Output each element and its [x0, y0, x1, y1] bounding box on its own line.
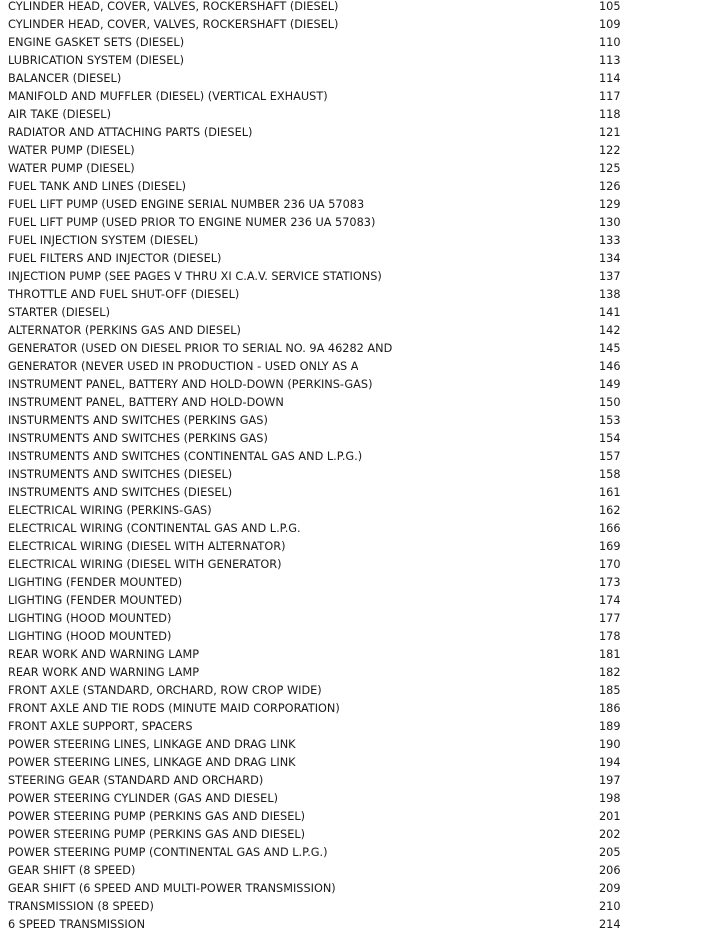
toc-entry-title: LIGHTING (HOOD MOUNTED) — [8, 612, 172, 625]
toc-entry-title: POWER STEERING CYLINDER (GAS AND DIESEL) — [8, 792, 279, 805]
toc-entry-title: FUEL FILTERS AND INJECTOR (DIESEL) — [8, 252, 222, 265]
toc-entry-title: REAR WORK AND WARNING LAMP — [8, 666, 200, 679]
toc-entry-title: STARTER (DIESEL) — [8, 306, 111, 319]
toc-entry-page-number: 109 — [599, 18, 621, 31]
toc-entry-title: AIR TAKE (DIESEL) — [8, 108, 111, 121]
toc-entry-page-number: 141 — [599, 306, 621, 319]
toc-entry-page-number: 113 — [599, 54, 621, 67]
toc-entry-title: REAR WORK AND WARNING LAMP — [8, 648, 200, 661]
toc-entry-page-number: 154 — [599, 432, 621, 445]
toc-entry-page-number: 161 — [599, 486, 621, 499]
toc-entry-page-number: 209 — [599, 882, 621, 895]
toc-entry-title: ENGINE GASKET SETS (DIESEL) — [8, 36, 185, 49]
toc-entry-page-number: 133 — [599, 234, 621, 247]
toc-entry-page-number: 105 — [599, 0, 621, 13]
toc-entry-page-number: 162 — [599, 504, 621, 517]
toc-entry-page-number: 153 — [599, 414, 621, 427]
toc-entry-title: INSTRUMENT PANEL, BATTERY AND HOLD-DOWN (PERKINS-GAS) — [8, 378, 373, 391]
toc-entry-page-number: 202 — [599, 828, 621, 841]
toc-entry-title: FRONT AXLE SUPPORT, SPACERS — [8, 720, 193, 733]
toc-entry-page-number: 142 — [599, 324, 621, 337]
toc-entry-page-number: 194 — [599, 756, 621, 769]
toc-entry-page-number: 150 — [599, 396, 621, 409]
toc-entry-title: POWER STEERING LINES, LINKAGE AND DRAG LINK — [8, 756, 296, 769]
toc-entry-title: ELECTRICAL WIRING (DIESEL WITH ALTERNATOR) — [8, 540, 286, 553]
toc-entry-page-number: 206 — [599, 864, 621, 877]
toc-entry-page-number: 114 — [599, 72, 621, 85]
toc-entry-title: INSTRUMENTS AND SWITCHES (DIESEL) — [8, 468, 233, 481]
toc-entry-title: POWER STEERING LINES, LINKAGE AND DRAG LINK — [8, 738, 296, 751]
toc-entry-title: INJECTION PUMP (SEE PAGES V THRU XI C.A.V. SERVICE STATIONS) — [8, 270, 382, 283]
toc-entry-title: INSTRUMENTS AND SWITCHES (CONTINENTAL GAS AND L.P.G.) — [8, 450, 363, 463]
toc-entry-page-number: 134 — [599, 252, 621, 265]
toc-entry-title: GEAR SHIFT (6 SPEED AND MULTI-POWER TRANSMISSION) — [8, 882, 336, 895]
toc-entry-page-number: 170 — [599, 558, 621, 571]
toc-entry-page-number: 174 — [599, 594, 621, 607]
toc-entry-title: THROTTLE AND FUEL SHUT-OFF (DIESEL) — [8, 288, 240, 301]
toc-entry-title: ELECTRICAL WIRING (CONTINENTAL GAS AND L.P.G. — [8, 522, 301, 535]
toc-entry-title: INSTRUMENT PANEL, BATTERY AND HOLD-DOWN — [8, 396, 284, 409]
toc-entry-title: INSTRUMENTS AND SWITCHES (DIESEL) — [8, 486, 233, 499]
toc-entry-page-number: 177 — [599, 612, 621, 625]
toc-entry-page-number: 198 — [599, 792, 621, 805]
toc-entry-title: RADIATOR AND ATTACHING PARTS (DIESEL) — [8, 126, 253, 139]
toc-entry-title: FUEL TANK AND LINES (DIESEL) — [8, 180, 187, 193]
toc-entry-title: POWER STEERING PUMP (PERKINS GAS AND DIESEL) — [8, 828, 306, 841]
toc-entry-title: ELECTRICAL WIRING (DIESEL WITH GENERATOR) — [8, 558, 282, 571]
toc-entry-page-number: 186 — [599, 702, 621, 715]
toc-entry-title: FUEL INJECTION SYSTEM (DIESEL) — [8, 234, 199, 247]
toc-entry-title: GENERATOR (NEVER USED IN PRODUCTION - USED ONLY AS A — [8, 360, 359, 373]
toc-entry-title: WATER PUMP (DIESEL) — [8, 162, 135, 175]
toc-entry-page-number: 169 — [599, 540, 621, 553]
toc-entry-page-number: 166 — [599, 522, 621, 535]
toc-entry-page-number: 122 — [599, 144, 621, 157]
toc-entry-title: MANIFOLD AND MUFFLER (DIESEL) (VERTICAL EXHAUST) — [8, 90, 328, 103]
toc-entry-page-number: 130 — [599, 216, 621, 229]
toc-entry-title: ELECTRICAL WIRING (PERKINS-GAS) — [8, 504, 212, 517]
toc-entry-page-number: 149 — [599, 378, 621, 391]
toc-entry-page-number: 125 — [599, 162, 621, 175]
toc-entry-page-number: 190 — [599, 738, 621, 751]
toc-entry-title: STEERING GEAR (STANDARD AND ORCHARD) — [8, 774, 264, 787]
toc-entry-page-number: 110 — [599, 36, 621, 49]
toc-entry-page-number: 129 — [599, 198, 621, 211]
toc-entry-page-number: 117 — [599, 90, 621, 103]
toc-entry-title: FRONT AXLE AND TIE RODS (MINUTE MAID CORPORATION) — [8, 702, 340, 715]
toc-entry-title: POWER STEERING PUMP (CONTINENTAL GAS AND L.P.G.) — [8, 846, 328, 859]
toc-entry-title: BALANCER (DIESEL) — [8, 72, 122, 85]
toc-entry-page-number: 137 — [599, 270, 621, 283]
toc-entry-title: CYLINDER HEAD, COVER, VALVES, ROCKERSHAFT (DIESEL) — [8, 18, 339, 31]
toc-entry-page-number: 182 — [599, 666, 621, 679]
toc-entry-title: FRONT AXLE (STANDARD, ORCHARD, ROW CROP WIDE) — [8, 684, 322, 697]
toc-entry-page-number: 157 — [599, 450, 621, 463]
toc-entry-title: FUEL LIFT PUMP (USED ENGINE SERIAL NUMBER 236 UA 57083 — [8, 198, 365, 211]
toc-entry-title: WATER PUMP (DIESEL) — [8, 144, 135, 157]
toc-entry-page-number: 145 — [599, 342, 621, 355]
toc-row — [0, 918, 721, 936]
toc-entry-title: INSTURMENTS AND SWITCHES (PERKINS GAS) — [8, 414, 268, 427]
toc-entry-page-number: 138 — [599, 288, 621, 301]
toc-entry-page-number: 118 — [599, 108, 621, 121]
toc-entry-page-number: 185 — [599, 684, 621, 697]
toc-entry-title: 6 SPEED TRANSMISSION — [8, 918, 146, 931]
toc-entry-page-number: 210 — [599, 900, 621, 913]
toc-entry-title: FUEL LIFT PUMP (USED PRIOR TO ENGINE NUMER 236 UA 57083) — [8, 216, 376, 229]
toc-entry-title: LIGHTING (HOOD MOUNTED) — [8, 630, 172, 643]
toc-entry-page-number: 197 — [599, 774, 621, 787]
toc-entry-title: GENERATOR (USED ON DIESEL PRIOR TO SERIAL NO. 9A 46282 AND — [8, 342, 393, 355]
toc-entry-page-number: 205 — [599, 846, 621, 859]
toc-entry-title: CYLINDER HEAD, COVER, VALVES, ROCKERSHAFT (DIESEL) — [8, 0, 339, 13]
toc-entry-title: ALTERNATOR (PERKINS GAS AND DIESEL) — [8, 324, 241, 337]
toc-entry-page-number: 126 — [599, 180, 621, 193]
toc-entry-page-number: 173 — [599, 576, 621, 589]
toc-entry-page-number: 201 — [599, 810, 621, 823]
toc-entry-page-number: 189 — [599, 720, 621, 733]
toc-entry-title: GEAR SHIFT (8 SPEED) — [8, 864, 136, 877]
toc-entry-page-number: 181 — [599, 648, 621, 661]
toc-entry-page-number: 121 — [599, 126, 621, 139]
toc-entry-title: LIGHTING (FENDER MOUNTED) — [8, 576, 183, 589]
toc-entry-title: LUBRICATION SYSTEM (DIESEL) — [8, 54, 185, 67]
toc-entry-page-number: 146 — [599, 360, 621, 373]
toc-entry-title: POWER STEERING PUMP (PERKINS GAS AND DIESEL) — [8, 810, 306, 823]
toc-entry-title: INSTRUMENTS AND SWITCHES (PERKINS GAS) — [8, 432, 268, 445]
toc-entry-title: LIGHTING (FENDER MOUNTED) — [8, 594, 183, 607]
toc-entry-page-number: 178 — [599, 630, 621, 643]
toc-entry-title: TRANSMISSION (8 SPEED) — [8, 900, 154, 913]
toc-entry-page-number: 214 — [599, 918, 621, 931]
toc-entry-page-number: 158 — [599, 468, 621, 481]
